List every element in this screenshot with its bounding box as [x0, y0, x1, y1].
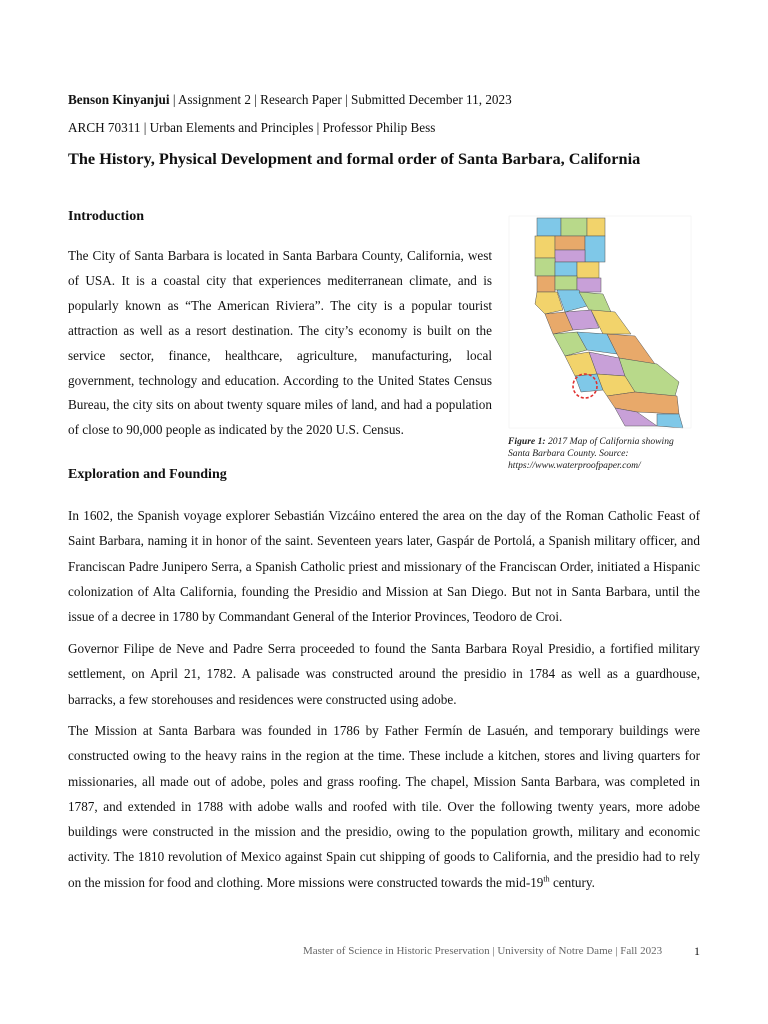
- body-paragraph-3-end: century.: [549, 874, 595, 890]
- body-paragraph-3-text: The Mission at Santa Barbara was founded in 1786 by Father Fermín de Lasuén, and temporary buildings were constructed owing to the heavy rains in the region at the time. These include a kitchen, stores and living quarters for missionaries, all made out of adobe, poles and grass roofing. The chapel, Mission Santa Barbara, was completed in 1787, and extended in 1788 with adobe walls and roofed with tile. Over the following twenty years, more adobe buildings were constructed in the mission and the presidio, owing to the population growth, military and economic activity. The 1810 revolution of Mexico against Spain cut shipping of goods to California, and the presidio had to rely on the mission for food and clothing. More missions were constructed towards the mid-19: [68, 723, 700, 890]
- california-county-map: [507, 214, 693, 430]
- introduction-heading: Introduction: [68, 209, 144, 224]
- page-number: 1: [694, 944, 700, 958]
- author-line: [68, 92, 512, 108]
- author-name: Benson Kinyanjui: [68, 92, 170, 107]
- ordinal-superscript: th: [543, 874, 550, 884]
- paper-title: The History, Physical Development and formal order of Santa Barbara, California: [68, 149, 641, 168]
- page-footer: Master of Science in Historic Preservation | University of Notre Dame | Fall 2023: [303, 945, 663, 957]
- figure-label: Figure 1:: [508, 436, 546, 447]
- introduction-paragraph: The City of Santa Barbara is located in Santa Barbara County, California, west of USA. It is a coastal city that experiences mediterranean climate, and is popularly known as “The American Riviera”. The city is a popular tourist attraction as well as a resort destination. The city’s economy is built on the service sector, finance, healthcare, agriculture, manufacturing, local government, technology and education. According to the United States Census Bureau, the city sits on about twenty square miles of land, and had a population of close to 90,000 people as indicated by the 2020 U.S. Census.: [68, 248, 492, 438]
- body-paragraph-1: In 1602, the Spanish voyage explorer Sebastián Vizcáino entered the area on the day of the Roman Catholic Feast of Saint Barbara, naming it in honor of the saint. Seventeen years later, Gaspár de Portolá, a Spanish military officer, and Franciscan Padre Junipero Serra, a Spanish Catholic priest and missionary of the Franciscan Order, initiated a Hispanic colonization of Alta California, founding the Presidio and Mission at San Diego. But not in Santa Barbara, until the issue of a decree in 1780 by Commandant General of the Interior Provinces, Teodoro de Croi.: [68, 508, 700, 625]
- assignment-meta: | Assignment 2 | Research Paper | Submitted December 11, 2023: [169, 92, 512, 107]
- body-paragraph-3: [68, 718, 700, 895]
- figure-caption-text: 2017 Map of California showing Santa Barbara County. Source: https://www.waterproofpaper.com/: [508, 436, 674, 471]
- exploration-heading: Exploration and Founding: [68, 467, 227, 482]
- figure-caption: [508, 436, 698, 472]
- body-paragraph-2: Governor Filipe de Neve and Padre Serra proceeded to found the Santa Barbara Royal Presidio, a fortified military settlement, on April 21, 1782. A palisade was constructed around the presidio in 1784 as well as a guardhouse, barracks, a few storehouses and residences were constructed using adobe.: [68, 641, 700, 707]
- course-line: ARCH 70311 | Urban Elements and Principles | Professor Philip Bess: [68, 120, 436, 135]
